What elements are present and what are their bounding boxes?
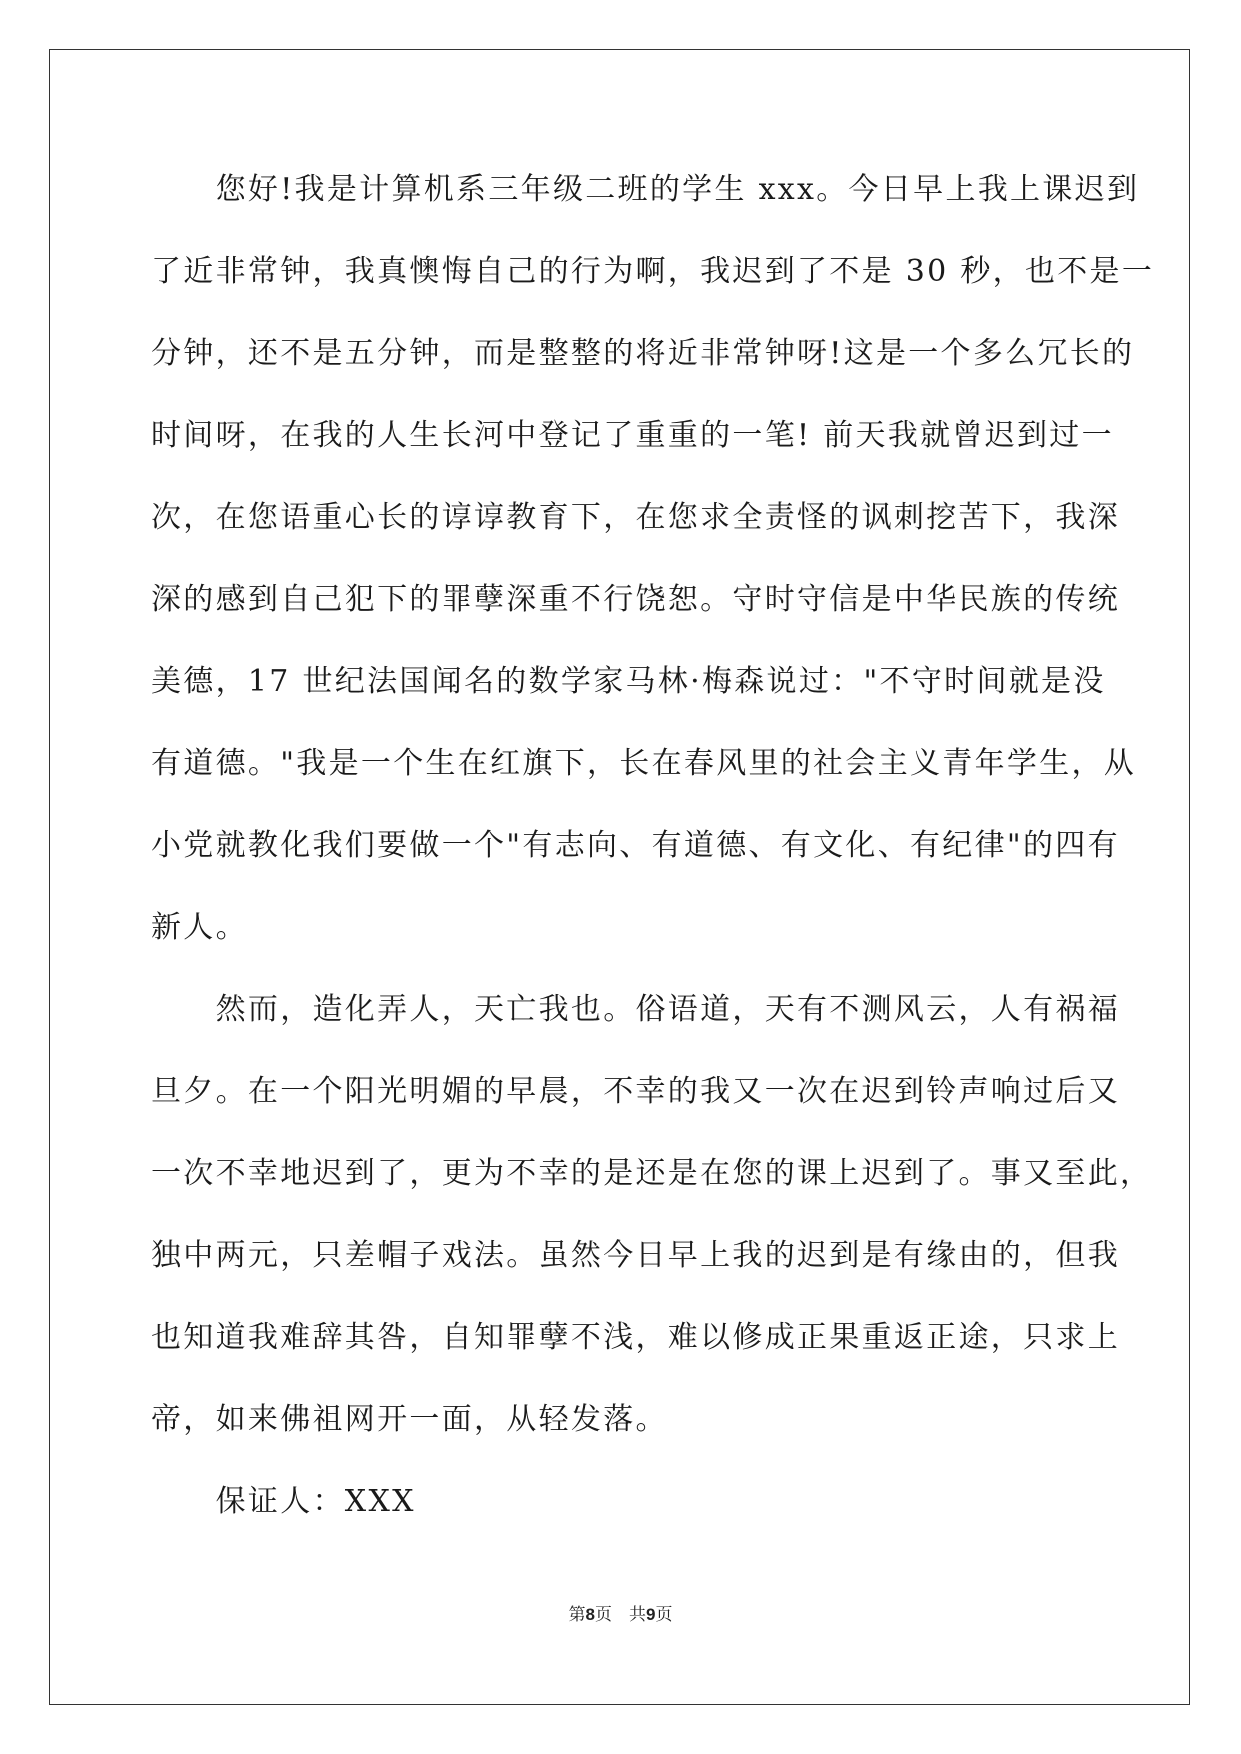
text-line: 也知道我难辞其咎，自知罪孽不浅，难以修成正果重返正途，只求上	[151, 1320, 1120, 1355]
text-line: 一次不幸地迟到了，更为不幸的是还是在您的课上迟到了。事又至此，	[151, 1156, 1153, 1191]
footer-prefix: 第	[568, 1605, 586, 1625]
text-line: 帝，如来佛祖网开一面，从轻发落。	[151, 1402, 668, 1437]
text-line: 了近非常钟，我真懊悔自己的行为啊，我迟到了不是 30 秒，也不是一	[151, 254, 1155, 289]
text-line: 独中两元，只差帽子戏法。虽然今日早上我的迟到是有缘由的，但我	[151, 1238, 1120, 1273]
text-line: 分钟，还不是五分钟，而是整整的将近非常钟呀!这是一个多么冗长的	[151, 336, 1135, 371]
current-page-number: 8	[585, 1605, 595, 1624]
page-footer	[0, 1600, 1241, 1625]
signature-line: 保证人：XXX	[151, 1484, 416, 1519]
total-page-number: 9	[646, 1605, 656, 1624]
text-line: 时间呀，在我的人生长河中登记了重重的一笔! 前天我就曾迟到过一	[151, 418, 1114, 453]
text-line: 有道德。"我是一个生在红旗下，长在春风里的社会主义青年学生，从	[151, 746, 1137, 781]
text-line: 美德，17 世纪法国闻名的数学家马林·梅森说过："不守时间就是没	[151, 664, 1106, 699]
footer-mid: 页 共	[595, 1605, 646, 1625]
text-line: 次，在您语重心长的谆谆教育下，在您求全责怪的讽刺挖苦下，我深	[151, 500, 1120, 535]
text-line: 旦夕。在一个阳光明媚的早晨，不幸的我又一次在迟到铃声响过后又	[151, 1074, 1120, 1109]
footer-suffix: 页	[655, 1605, 673, 1625]
text-line: 然而，造化弄人，天亡我也。俗语道，天有不测风云，人有祸福	[151, 992, 1120, 1027]
text-line: 小党就教化我们要做一个"有志向、有道德、有文化、有纪律"的四有	[151, 828, 1120, 863]
text-line: 深的感到自己犯下的罪孽深重不行饶恕。守时守信是中华民族的传统	[151, 582, 1120, 617]
text-line: 您好!我是计算机系三年级二班的学生 xxx。今日早上我上课迟到	[151, 172, 1140, 207]
text-line: 新人。	[151, 910, 248, 945]
letter-body	[151, 160, 1155, 1554]
